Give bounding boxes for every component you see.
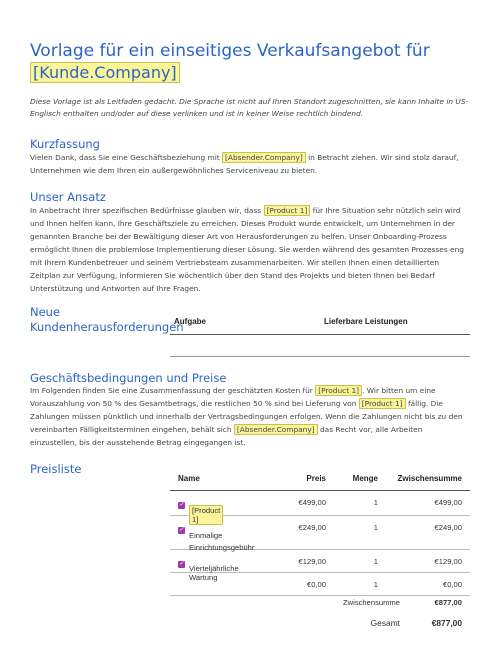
customer-company-placeholder[interactable]: [Kunde.Company] [30, 62, 180, 83]
pricing-heading: Preisliste [30, 462, 82, 476]
table-row [170, 550, 470, 582]
product-placeholder[interactable]: [Product 1] [264, 205, 311, 216]
table-row [170, 573, 470, 596]
approach-paragraph: In Anbetracht Ihrer spezifischen Bedürfnisse glauben wir, dass [Product 1] für Ihre Situation sehr nützlich sein wird und Ihnen helfen kann, Ihre Geschäftsziele zu erreichen. Dieses Produkt wurde entwickelt, um Unternehmen in der genannten Branche bei der Bewältigung dieser Art von Herausforderungen zu helfen. Unser Onboarding-Prozess ermöglicht Ihnen die problemlose Implementierung dieser Lösung. Sie werden während des gesamten Prozesses eng mit Ihrem Kundenbetreuer und seinem Vertriebsteam zusammenarbeiten. Wir stellen Ihnen einen detaillierten Zeitplan zur Verfügung, informieren Sie wöchentlich über den Stand des Projekts und bieten Ihnen bei Bedarf Unterstützung und Antworten auf Ihre Fragen. [30, 206, 464, 293]
row-subtotal: €249,00 [434, 523, 462, 532]
total-value: €877,00 [431, 618, 462, 628]
subtotal-row [170, 596, 470, 610]
challenges-table-header [170, 310, 470, 335]
table-row [170, 516, 470, 550]
terms-heading: Geschäftsbedingungen und Preise [30, 371, 227, 385]
subtotal-label: Zwischensumme [343, 598, 400, 607]
challenges-heading: Neue Kundenherausforderungen [30, 305, 184, 334]
row-quantity[interactable]: 1 [373, 498, 378, 507]
total-label: Gesamt [370, 618, 400, 628]
name-column-header: Name [178, 474, 200, 483]
row-price: €249,00 [298, 523, 326, 532]
product-placeholder[interactable]: [Product 1] [359, 398, 406, 409]
quantity-column-header: Menge [352, 474, 378, 483]
product-placeholder[interactable]: [Product 1] [315, 385, 362, 396]
checkbox-checked-icon[interactable]: ✓ [178, 561, 185, 567]
row-quantity[interactable]: 1 [373, 580, 378, 589]
price-table-header [170, 468, 470, 491]
row-name: Einmalige Einrichtungsgebühr [189, 531, 255, 552]
task-column-header: Aufgabe [174, 317, 206, 326]
price-table [170, 468, 470, 596]
price-column-header: Preis [306, 474, 326, 483]
subtotal-column-header: Zwischensumme [397, 474, 462, 483]
checkbox-checked-icon[interactable]: ✓ [178, 502, 185, 508]
row-subtotal: €499,00 [434, 498, 462, 507]
total-row [170, 617, 470, 631]
row-price: €0,00 [306, 580, 326, 589]
approach-heading: Unser Ansatz [30, 190, 106, 204]
sender-company-placeholder[interactable]: [Absender.Company] [234, 424, 318, 435]
row-name: Vierteljährliche Wartung [189, 564, 239, 582]
table-row [170, 491, 470, 524]
row-subtotal: €129,00 [434, 557, 462, 566]
row-subtotal: €0,00 [442, 580, 462, 589]
sender-company-placeholder[interactable]: [Absender.Company] [222, 152, 306, 163]
document-title: Vorlage für ein einseitiges Verkaufsangebot für [Kunde.Company] [30, 41, 430, 82]
row-quantity[interactable]: 1 [373, 557, 378, 566]
row-price: €129,00 [298, 557, 326, 566]
row-quantity[interactable]: 1 [373, 523, 378, 532]
terms-paragraph: Im Folgenden finden Sie eine Zusammenfassung der geschätzten Kosten für [Product 1] . Wir bitten um eine Vorauszahlung von 50 % des Gesamtbetrags, die restlichen 50 % sind bei Lieferung von [Product 1] fällig. Die Zahlungen müssen pünktlich und innerhalb der Vertragsbedingungen erfolgen. Wenn die Zahlungen nicht bis zu den vereinbarten Fälligkeitsterminen eingehen, behält sich [Absender.Company] das Recht vor, alle Arbeiten einzustellen, bis der ausstehende Betrag eingegangen ist. [30, 386, 463, 447]
checkbox-checked-icon[interactable]: ✓ [178, 527, 185, 533]
subtotal-value: €877,00 [434, 598, 462, 607]
summary-heading: Kurzfassung [30, 137, 100, 151]
product-placeholder[interactable]: [Product 1] [189, 505, 223, 525]
row-price: €499,00 [298, 498, 326, 507]
deliverables-column-header: Lieferbare Leistungen [324, 317, 408, 326]
summary-paragraph: Vielen Dank, dass Sie eine Geschäftsbeziehung mit [Absender.Company] in Betracht ziehen. Wir sind stolz darauf, Unternehmen wie dem Ihren ein außergewöhnliches Serviceniveau zu bieten. [30, 153, 459, 175]
intro-disclaimer: Diese Vorlage ist als Leitfaden gedacht. Die Sprache ist nicht auf Ihren Standort zugeschnitten, sie kann Inhalte in US-Englisch enthalten und/oder auf diese verlinken und ist in keiner Weise rechtlich bindend. [30, 97, 469, 118]
challenges-table-row [170, 356, 470, 357]
